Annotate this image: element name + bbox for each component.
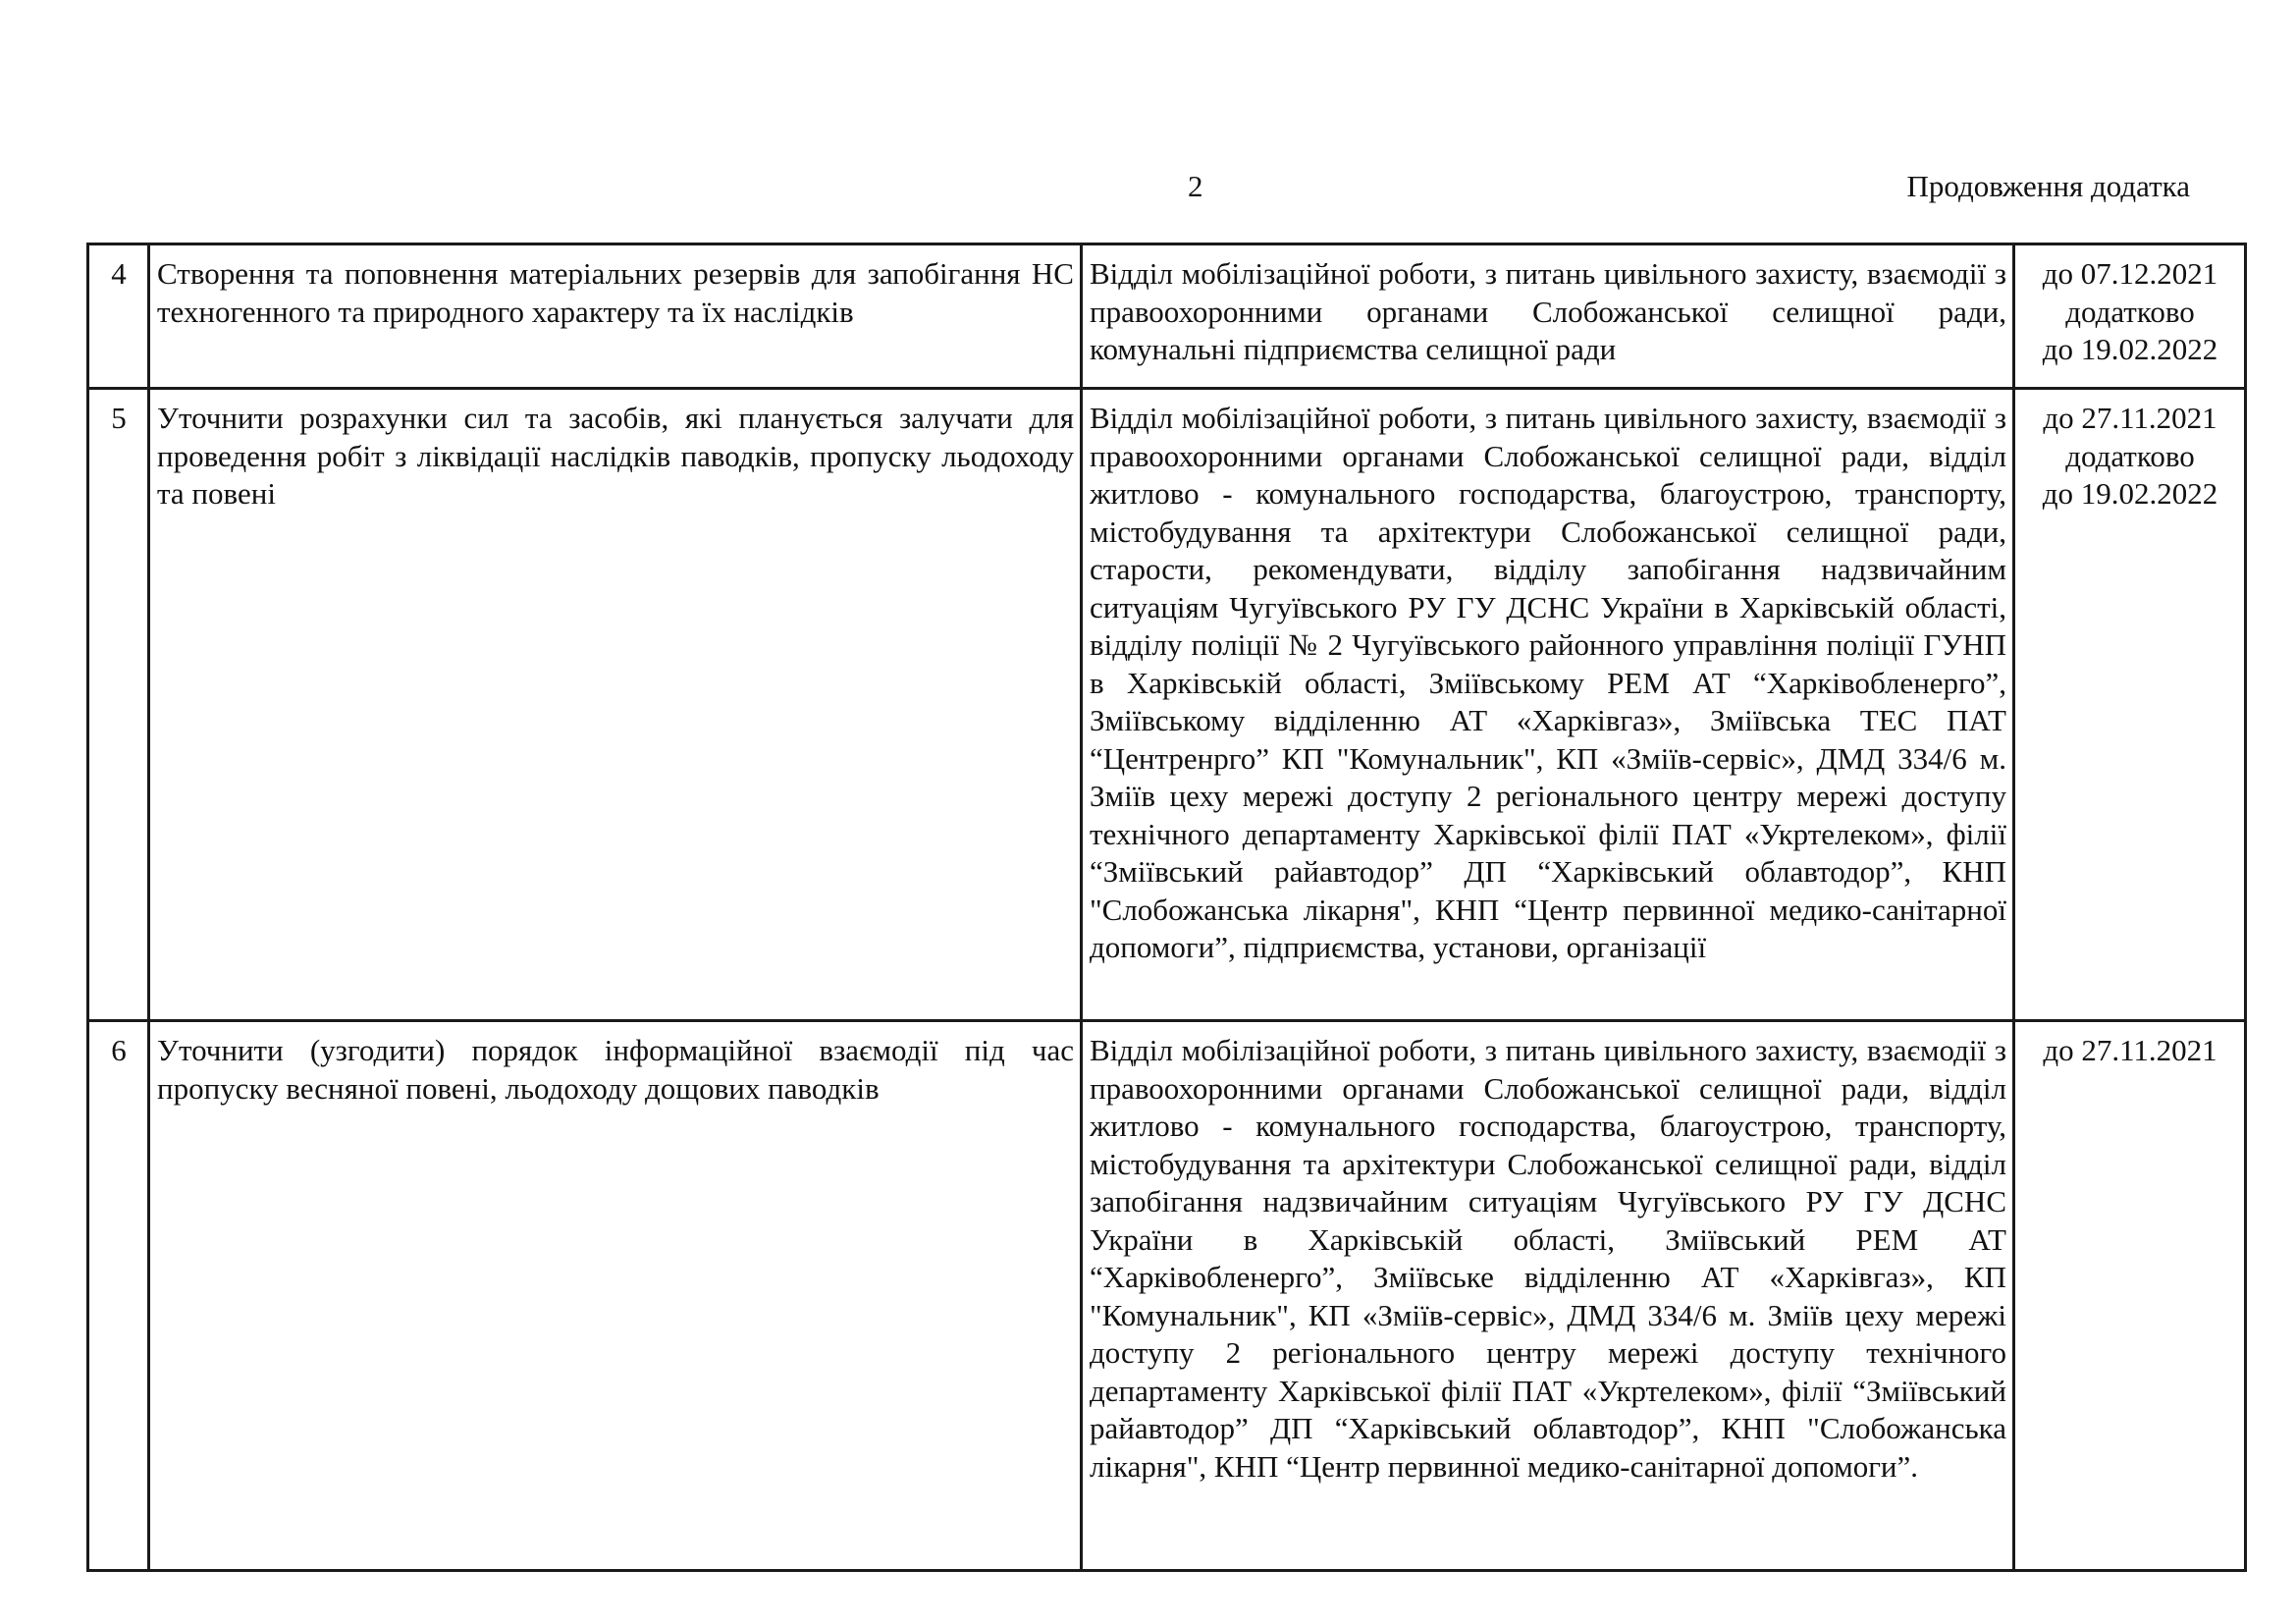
row-number: 6	[88, 1021, 149, 1571]
deadline-cell	[2014, 1021, 2246, 1571]
responsible-cell	[1082, 389, 2014, 1021]
deadline-cell	[2014, 244, 2246, 389]
table-row	[88, 244, 2246, 389]
deadline-line: до 07.12.2021	[2042, 256, 2218, 291]
page-number: 2	[1188, 169, 1203, 203]
deadline-line: до 27.11.2021	[2043, 1033, 2217, 1067]
responsible-text: Відділ мобілізаційної роботи, з питань цивільного захисту, взаємодії з правоохоронними органами Слобожанської селищної ради, відділ житлово - комунального господарства, благоустрою, транспорту, містобудування та архітектури Слобожанської селищної ради, старости, рекомендувати, відділу запобігання надзвичайним ситуаціям Чугуївського РУ ГУ ДСНС України в Харківській області, відділу поліції № 2 Чугуївського районного управління поліції ГУНП в Харківській області, Зміївському РЕМ АТ “Харківобленерго”, Зміївському відділенню АТ «Харківгаз», Зміївська ТЕС ПАТ “Центренрго” КП "Комунальник", КП «Зміїв-сервіс», ДМД 334/6 м. Зміїв цеху мережі доступу 2 регіонального центру мережі доступу технічного департаменту Харківської філії ПАТ «Укртелеком», філії “Зміївський райавтодор” ДП “Харківський облавтодор”, КНП "Слобожанська лікарня", КНП “Центр первинної медико-санітарної допомоги”, підприємства, установи, організації	[1090, 401, 2006, 964]
row-number: 5	[88, 389, 149, 1021]
responsible-cell	[1082, 1021, 2014, 1571]
deadline-line: до 19.02.2022	[2042, 332, 2218, 366]
deadline-line: до 27.11.2021	[2043, 401, 2217, 435]
continuation-label: Продовження додатка	[1906, 169, 2190, 203]
responsible-text: Відділ мобілізаційної роботи, з питань цивільного захисту, взаємодії з правоохоронними органами Слобожанської селищної ради, відділ житлово - комунального господарства, благоустрою, транспорту, містобудування та архітектури Слобожанської селищної ради, відділ запобігання надзвичайним ситуаціям Чугуївського РУ ГУ ДСНС України в Харківській області, Зміївський РЕМ АТ “Харківобленерго”, Зміївське відділенню АТ «Харківгаз», КП "Комунальник", КП «Зміїв-сервіс», ДМД 334/6 м. Зміїв цеху мережі доступу 2 регіонального центру мережі доступу технічного департаменту Харківської філії ПАТ «Укртелеком», філії “Зміївський райавтодор” ДП “Харківський облавтодор”, КНП "Слобожанська лікарня", КНП “Центр первинної медико-санітарної допомоги”.	[1090, 1033, 2006, 1484]
task-cell: Створення та поповнення матеріальних резервів для запобігання НС техногенного та природного характеру та їх наслідків	[149, 244, 1082, 389]
responsible-cell	[1082, 244, 2014, 389]
deadline-cell	[2014, 389, 2246, 1021]
task-cell: Уточнити (узгодити) порядок інформаційної взаємодії під час пропуску весняної повені, льодоходу дощових паводків	[149, 1021, 1082, 1571]
table-row	[88, 1021, 2246, 1571]
deadline-line: до 19.02.2022	[2042, 476, 2218, 511]
row-number: 4	[88, 244, 149, 389]
measures-table	[86, 243, 2247, 1572]
deadline-line: додатково	[2065, 438, 2195, 473]
responsible-text: Відділ мобілізаційної роботи, з питань цивільного захисту, взаємодії з правоохоронними органами Слобожанської селищної ради, комунальні підприємства селищної ради	[1090, 256, 2006, 366]
task-cell: Уточнити розрахунки сил та засобів, які планується залучати для проведення робіт з ліквідації наслідків паводків, пропуску льодоходу та повені	[149, 389, 1082, 1021]
table-row	[88, 389, 2246, 1021]
deadline-line: додатково	[2065, 294, 2195, 329]
